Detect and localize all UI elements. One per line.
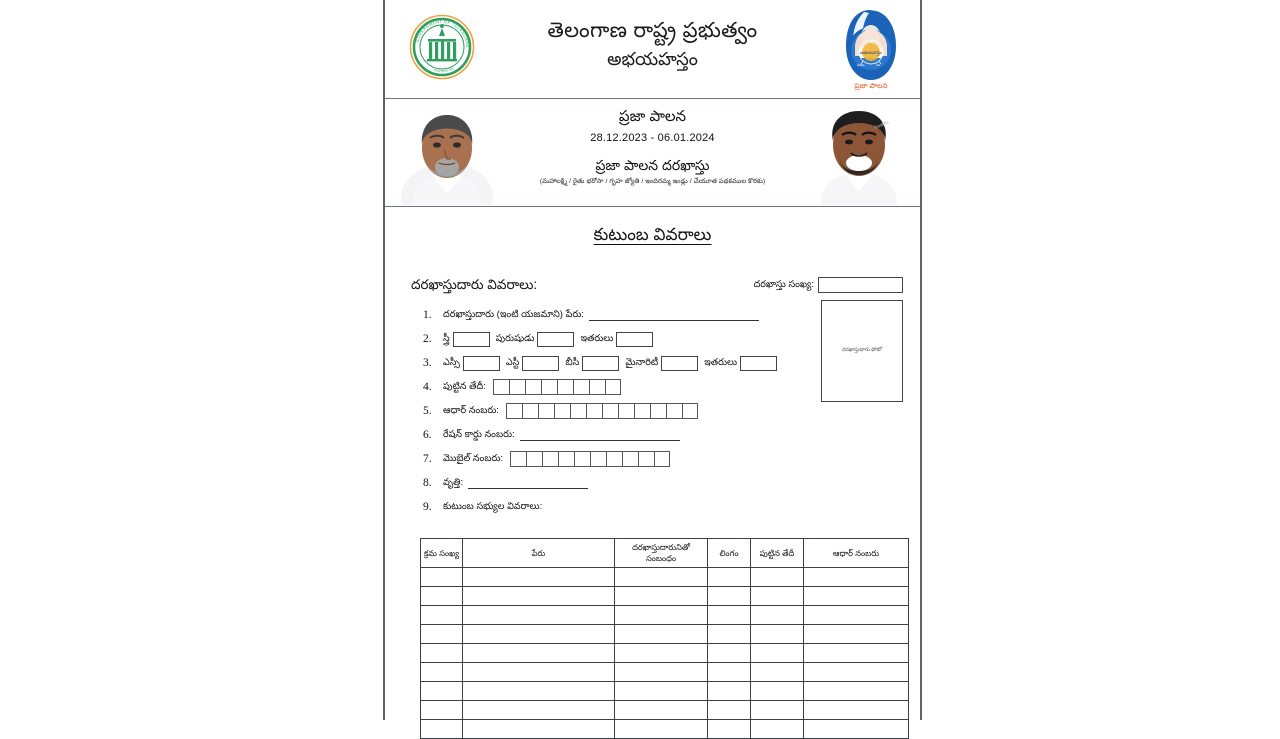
gender-female-checkbox[interactable]	[453, 332, 490, 347]
cell-relation[interactable]	[615, 606, 708, 625]
table-row	[421, 644, 909, 663]
item-label: దరఖాస్తుదారు (ఇంటి యజమాని) పేరు:	[443, 308, 584, 320]
date-of-birth-input[interactable]	[493, 379, 621, 395]
cell-aadhaar[interactable]	[804, 720, 909, 739]
field-applicant-name	[423, 307, 823, 323]
cell-dob[interactable]	[751, 720, 804, 739]
cell-gender[interactable]	[708, 625, 751, 644]
cell-relation[interactable]	[615, 701, 708, 720]
caste-sc-checkbox[interactable]	[463, 356, 500, 371]
applicant-name-input[interactable]	[589, 310, 759, 321]
cell-name[interactable]	[463, 644, 615, 663]
cell-aadhaar[interactable]	[804, 682, 909, 701]
cell-aadhaar[interactable]	[804, 587, 909, 606]
svg-text:సేవ: సేవ	[876, 63, 881, 67]
cell-name[interactable]	[463, 701, 615, 720]
svg-text:సంతకం: సంతకం	[873, 119, 890, 131]
cell-gender[interactable]	[708, 644, 751, 663]
caste-minority-label: మైనారిటీ	[625, 356, 659, 368]
table-row	[421, 587, 909, 606]
caste-sc-label: ఎస్సీ	[443, 356, 460, 368]
character-cell[interactable]	[570, 403, 586, 419]
gender-option-female-label: స్త్రీ	[443, 332, 450, 344]
field-occupation	[423, 475, 823, 491]
table-row	[421, 568, 909, 587]
character-cell[interactable]	[542, 451, 558, 467]
column-header-gender: లింగం	[708, 539, 751, 568]
government-title: తెలంగాణ రాష్ట్ర ప్రభుత్వం	[547, 19, 758, 42]
cell-relation[interactable]	[615, 663, 708, 682]
cell-relation[interactable]	[615, 682, 708, 701]
character-cell[interactable]	[541, 379, 557, 395]
mobile-number-input[interactable]	[510, 451, 670, 467]
caste-st-checkbox[interactable]	[522, 356, 559, 371]
character-cell[interactable]	[622, 451, 638, 467]
field-gender	[423, 331, 823, 347]
cell-dob[interactable]	[751, 625, 804, 644]
gender-option-male-label: పురుషుడు	[495, 332, 535, 344]
item-number: 4.	[423, 381, 432, 393]
item-number: 8.	[423, 477, 432, 489]
character-cell[interactable]	[557, 379, 573, 395]
item-label: వృత్తి:	[443, 476, 464, 488]
cell-relation[interactable]	[615, 568, 708, 587]
caste-minority-checkbox[interactable]	[661, 356, 698, 371]
item-number: 3.	[423, 357, 432, 369]
cell-aadhaar[interactable]	[804, 568, 909, 587]
character-cell[interactable]	[602, 403, 618, 419]
cell-gender[interactable]	[708, 568, 751, 587]
page-header	[385, 0, 920, 99]
character-cell[interactable]	[606, 451, 622, 467]
caste-other-checkbox[interactable]	[740, 356, 777, 371]
item-number: 7.	[423, 453, 432, 465]
character-cell[interactable]	[554, 403, 570, 419]
item-label: కుటుంబ సభ్యుల వివరాలు:	[443, 500, 543, 512]
character-cell[interactable]	[526, 451, 542, 467]
cell-gender[interactable]	[708, 720, 751, 739]
table-row	[421, 663, 909, 682]
character-cell[interactable]	[525, 379, 541, 395]
cell-serial[interactable]	[421, 568, 463, 587]
character-cell[interactable]	[558, 451, 574, 467]
applicant-photo-label: దరఖాస్తుదారు ఫోటో	[842, 347, 882, 354]
cell-serial[interactable]	[421, 587, 463, 606]
cell-dob[interactable]	[751, 682, 804, 701]
character-cell[interactable]	[506, 403, 522, 419]
svg-text:TELANGANA: TELANGANA	[433, 66, 455, 74]
page-title: కుటుంబ వివరాలు	[593, 225, 712, 244]
banner-text-block	[507, 107, 798, 187]
character-cell[interactable]	[573, 379, 589, 395]
character-cell[interactable]	[586, 403, 602, 419]
cell-name[interactable]	[463, 625, 615, 644]
header-title-block	[485, 17, 820, 72]
cell-gender[interactable]	[708, 587, 751, 606]
applicant-fields-list	[423, 307, 823, 523]
svg-text:పథకం: పథకం	[857, 63, 865, 67]
caste-st-label: ఎస్టీ	[505, 356, 520, 368]
application-number-label: దరఖాస్తు సంఖ్య:	[753, 278, 814, 290]
column-header-relation: దరఖాస్తుదారునితో సంబంధం	[615, 539, 708, 568]
item-label: మొబైల్ నంబరు:	[443, 452, 504, 464]
character-cell[interactable]	[509, 379, 525, 395]
abhaya-hastam-logo-icon	[840, 8, 902, 92]
cell-aadhaar[interactable]	[804, 606, 909, 625]
column-header-dob: పుట్టిన తేదీ	[751, 539, 804, 568]
character-cell[interactable]	[538, 403, 554, 419]
table-row	[421, 682, 909, 701]
gender-other-checkbox[interactable]	[616, 332, 653, 347]
table-row	[421, 720, 909, 739]
banner-dates: 28.12.2023 - 06.01.2024	[590, 131, 715, 144]
cell-name[interactable]	[463, 568, 615, 587]
cell-name[interactable]	[463, 663, 615, 682]
character-cell[interactable]	[682, 403, 698, 419]
family-members-table	[420, 538, 909, 739]
character-cell[interactable]	[493, 379, 509, 395]
cell-serial[interactable]	[421, 606, 463, 625]
cell-name[interactable]	[463, 606, 615, 625]
chief-minister-photo	[803, 101, 916, 205]
cell-dob[interactable]	[751, 644, 804, 663]
cell-dob[interactable]	[751, 701, 804, 720]
cell-name[interactable]	[463, 587, 615, 606]
item-label: రేషన్ కార్డు నంబరు:	[443, 428, 515, 440]
cell-serial[interactable]	[421, 644, 463, 663]
field-caste-category	[423, 355, 823, 371]
item-label: ఆధార్ నంబరు:	[443, 404, 499, 416]
aadhaar-number-input[interactable]	[506, 403, 698, 419]
item-number: 2.	[423, 333, 432, 345]
cell-name[interactable]	[463, 682, 615, 701]
cell-gender[interactable]	[708, 701, 751, 720]
character-cell[interactable]	[618, 403, 634, 419]
item-number: 1.	[423, 309, 432, 321]
character-cell[interactable]	[589, 379, 605, 395]
application-number-field[interactable]	[754, 277, 903, 293]
cell-serial[interactable]	[421, 663, 463, 682]
character-cell[interactable]	[574, 451, 590, 467]
ration-card-input[interactable]	[520, 430, 680, 441]
cell-gender[interactable]	[708, 682, 751, 701]
cell-relation[interactable]	[615, 587, 708, 606]
table-header-row	[421, 539, 909, 568]
cell-aadhaar[interactable]	[804, 644, 909, 663]
applicant-details-heading: దరఖాస్తుదారు వివరాలు:	[411, 277, 538, 292]
scheme-title: అభయహస్తం	[607, 49, 698, 70]
cell-dob[interactable]	[751, 568, 804, 587]
logo-caption: ప్రజా పాలన	[854, 81, 888, 90]
government-emblem-icon	[409, 14, 475, 80]
cell-dob[interactable]	[751, 606, 804, 625]
item-number: 9.	[423, 501, 432, 513]
cell-serial[interactable]	[421, 625, 463, 644]
gender-option-other-label: ఇతరులు	[580, 332, 614, 344]
table-row	[421, 606, 909, 625]
column-header-serial: క్రమ సంఖ్య	[421, 539, 463, 568]
cell-aadhaar[interactable]	[804, 625, 909, 644]
praja-palana-banner	[385, 99, 920, 207]
svg-text:GOVERNMENT OF TELANGANA: GOVERNMENT OF TELANGANA	[414, 18, 471, 48]
applicant-photo-placeholder[interactable]	[821, 300, 903, 402]
item-number: 6.	[423, 429, 432, 441]
caste-other-label: ఇతరులు	[704, 356, 738, 368]
column-header-name: పేరు	[463, 539, 615, 568]
application-number-input[interactable]	[818, 277, 903, 293]
cell-dob[interactable]	[751, 663, 804, 682]
item-number: 5.	[423, 405, 432, 417]
character-cell[interactable]	[605, 379, 621, 395]
banner-title: ప్రజా పాలన	[618, 108, 687, 125]
field-ration-card-number	[423, 427, 823, 443]
character-cell[interactable]	[638, 451, 654, 467]
cell-aadhaar[interactable]	[804, 701, 909, 720]
character-cell[interactable]	[522, 403, 538, 419]
table-row	[421, 701, 909, 720]
caste-bc-checkbox[interactable]	[582, 356, 619, 371]
character-cell[interactable]	[590, 451, 606, 467]
banner-schemes-note: (మహాలక్ష్మి / రైతు భరోసా / గృహ జ్యోతి / ఇందిరమ్మ ఇండ్లు / చేయూత పథకముల కొరకు)	[539, 177, 766, 185]
cell-serial[interactable]	[421, 701, 463, 720]
cell-serial[interactable]	[421, 720, 463, 739]
field-date-of-birth	[423, 379, 823, 395]
cell-relation[interactable]	[615, 720, 708, 739]
deputy-chief-minister-photo	[389, 101, 502, 205]
occupation-input[interactable]	[468, 478, 588, 489]
cell-dob[interactable]	[751, 587, 804, 606]
cell-gender[interactable]	[708, 663, 751, 682]
svg-text:అభయహస్తం: అభయహస్తం	[860, 50, 882, 55]
gender-male-checkbox[interactable]	[537, 332, 574, 347]
field-family-members-section	[423, 499, 823, 515]
cell-gender[interactable]	[708, 606, 751, 625]
character-cell[interactable]	[654, 451, 670, 467]
field-mobile-number	[423, 451, 823, 467]
cell-relation[interactable]	[615, 625, 708, 644]
item-label: పుట్టిన తేదీ:	[443, 380, 486, 392]
document-page	[383, 0, 922, 720]
table-row	[421, 625, 909, 644]
field-aadhaar-number	[423, 403, 823, 419]
banner-subtitle: ప్రజా పాలన దరఖాస్తు	[595, 156, 710, 173]
caste-bc-label: బీసీ	[565, 356, 580, 368]
column-header-aadhaar: ఆధార్ నంబరు	[804, 539, 909, 568]
cell-serial[interactable]	[421, 682, 463, 701]
form-body	[385, 225, 920, 564]
character-cell[interactable]	[666, 403, 682, 419]
character-cell[interactable]	[650, 403, 666, 419]
character-cell[interactable]	[634, 403, 650, 419]
cell-relation[interactable]	[615, 644, 708, 663]
character-cell[interactable]	[510, 451, 526, 467]
cell-aadhaar[interactable]	[804, 663, 909, 682]
cell-name[interactable]	[463, 720, 615, 739]
